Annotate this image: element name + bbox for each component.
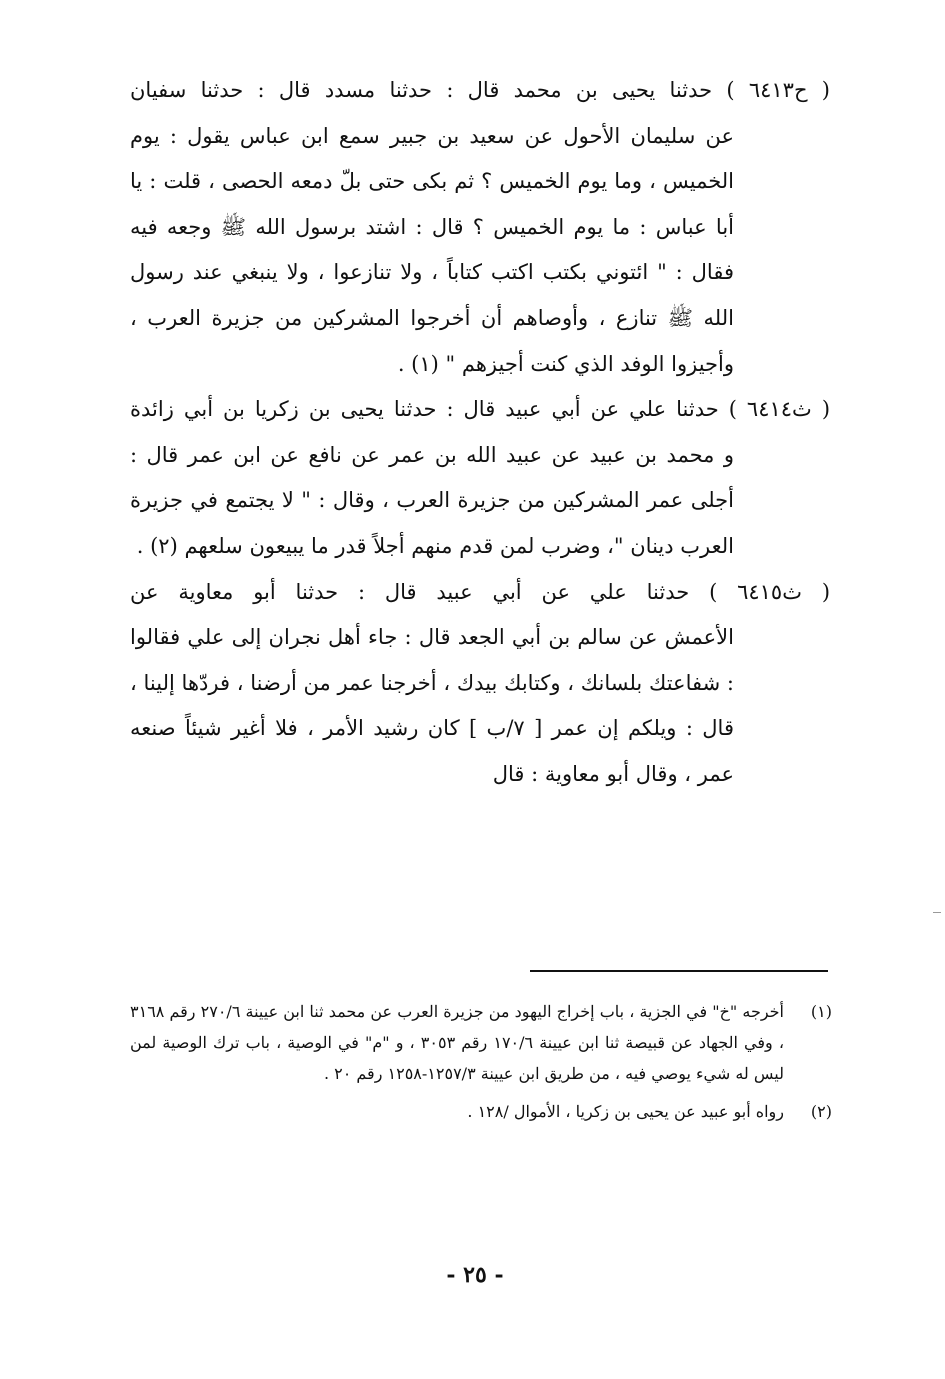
footnote-text: رواه أبو عبيد عن يحيى بن زكريا ، الأموال /١٢٨ . bbox=[467, 1102, 784, 1121]
entry-body-text: عن سليمان الأحول عن سعيد بن جبير سمع ابن عباس يقول : يوم الخميس ، وما يوم الخميس ؟ ثم بكى حتى بلّ دمعه الحصى ، قلت : يا أبا عباس : ما يوم الخميس ؟ قال : اشتد برسول الله ﷺ وجعه فيه فقال : " ائتوني بكتب اكتب كتاباً ، ولا تنازعوا ، ولا ينبغي عند رسول الله ﷺ تنازع ، وأوصاهم أن أخرجوا المشركين من جزيرة العرب ، وأجيزوا الوفد الذي كنت أجيزهم " (١) . bbox=[130, 123, 734, 376]
page-number: - ٢٥ - bbox=[446, 1262, 504, 1288]
entry-number: ( ح٦٤١٣ ) bbox=[726, 78, 830, 102]
entry-first-line bbox=[130, 68, 830, 114]
athar-entry-6414 bbox=[130, 387, 830, 569]
footnotes bbox=[130, 996, 832, 1134]
athar-entry-6415 bbox=[130, 570, 830, 798]
main-text bbox=[130, 68, 830, 798]
margin-mark bbox=[933, 912, 941, 913]
entry-body-text: و محمد بن عبيد عن عبيد الله بن عمر عن نافع عن ابن عمر قال : أجلى عمر المشركين من جزيرة العرب ، وقال : " لا يجتمع في جزيرة العرب دينان "، وضرب لمن قدم منهم أجلاً قدر ما يبيعون سلعهم (٢) . bbox=[130, 442, 734, 558]
footnote-number: (١) bbox=[810, 1002, 832, 1021]
footnote-number: (٢) bbox=[810, 1102, 832, 1121]
footnote-1 bbox=[130, 996, 832, 1089]
entry-first-line-text: حدثنا علي عن أبي عبيد قال : حدثنا أبو معاوية عن bbox=[130, 579, 690, 604]
entry-first-line bbox=[130, 570, 830, 616]
footnote-text: أخرجه "خ" في الجزية ، باب إخراج اليهود من جزيرة العرب عن محمد ثنا ابن عيينة ٢٧٠/٦ رقم ٣١٦٨ ، وفي الجهاد عن قبيصة ثنا ابن عيينة ١٧٠/٦ رقم ٣٠٥٣ ، و "م" في الوصية ، باب ترك الوصية لمن ليس له شيء يوصي فيه ، من طريق ابن عيينة ١٢٥٧/٣-١٢٥٨ رقم ٢٠ . bbox=[130, 1002, 784, 1083]
entry-first-line-text: حدثنا يحيى بن محمد قال : حدثنا مسدد قال : حدثنا سفيان bbox=[130, 78, 713, 102]
footnote-2 bbox=[130, 1096, 832, 1127]
entry-first-line bbox=[130, 387, 830, 433]
hadith-entry-6413 bbox=[130, 68, 830, 387]
entry-number: ( ث٦٤١٤ ) bbox=[728, 397, 831, 422]
entry-body-text: الأعمش عن سالم بن أبي الجعد قال : جاء أهل نجران إلى علي فقالوا : شفاعتك بلسانك ، وكتابك بيدك ، أخرجنا عمر من أرضنا ، فردّها إلينا ، قال : ويلكم إن عمر [ ٧/ب ] كان رشيد الأمر ، فلا أغير شيئاً صنعه عمر ، وقال أبو معاوية : قال bbox=[130, 625, 734, 786]
entry-first-line-text: حدثنا علي عن أبي عبيد قال : حدثنا يحيى بن زكريا بن أبي زائدة bbox=[130, 397, 719, 422]
entry-number: ( ث٦٤١٥ ) bbox=[709, 579, 831, 604]
footnote-separator bbox=[530, 970, 828, 972]
